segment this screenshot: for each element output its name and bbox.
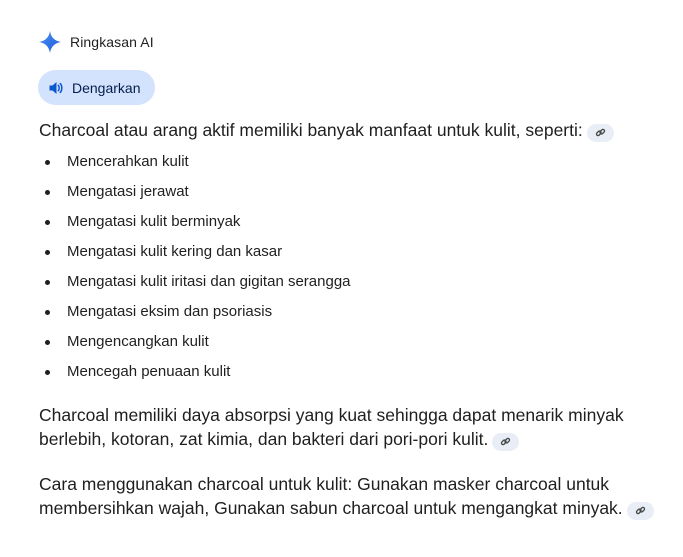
bullet-dot <box>45 250 50 255</box>
absorption-text: Charcoal memiliki daya absorpsi yang kuat sehingga dapat menarik minyak berlebih, kotoran, zat kimia, dan bakteri dari pori-pori kulit. <box>39 405 624 449</box>
intro-paragraph <box>39 118 654 142</box>
ai-overview-header <box>38 29 154 55</box>
list-item-text: Mencerahkan kulit <box>67 153 189 170</box>
list-item <box>45 180 351 210</box>
bullet-dot <box>45 370 50 375</box>
listen-button[interactable] <box>38 70 155 105</box>
list-item-text: Mengatasi kulit kering dan kasar <box>67 243 283 260</box>
intro-text: Charcoal atau arang aktif memiliki banyak manfaat untuk kulit, seperti: <box>39 120 583 140</box>
list-item-text: Mengatasi kulit iritasi dan gigitan serangga <box>67 273 351 290</box>
list-item <box>45 360 351 390</box>
list-item-text: Mencegah penuaan kulit <box>67 363 231 380</box>
source-link-chip[interactable] <box>587 124 614 142</box>
bullet-dot <box>45 280 50 285</box>
listen-button-label: Dengarkan <box>72 79 141 96</box>
usage-text: Cara menggunakan charcoal untuk kulit: Gunakan masker charcoal untuk membersihkan wajah, Gunakan sabun charcoal untuk mengangkat minyak. <box>39 474 623 518</box>
sparkle-icon <box>38 30 62 54</box>
usage-paragraph <box>39 472 654 520</box>
speaker-icon <box>48 80 64 96</box>
list-item <box>45 240 351 270</box>
list-item <box>45 300 351 330</box>
bullet-dot <box>45 340 50 345</box>
bullet-dot <box>45 190 50 195</box>
link-icon <box>635 505 646 516</box>
absorption-paragraph <box>39 403 654 451</box>
source-link-chip[interactable] <box>492 433 519 451</box>
bullet-dot <box>45 160 50 165</box>
benefits-list <box>45 150 351 390</box>
bullet-dot <box>45 310 50 315</box>
ai-overview-title: Ringkasan AI <box>70 34 154 50</box>
list-item <box>45 210 351 240</box>
bullet-dot <box>45 220 50 225</box>
list-item <box>45 330 351 360</box>
source-link-chip[interactable] <box>627 502 654 520</box>
list-item <box>45 150 351 180</box>
list-item-text: Mengencangkan kulit <box>67 333 209 350</box>
list-item-text: Mengatasi jerawat <box>67 183 189 200</box>
list-item <box>45 270 351 300</box>
link-icon <box>595 127 606 138</box>
link-icon <box>500 436 511 447</box>
list-item-text: Mengatasi eksim dan psoriasis <box>67 303 273 320</box>
list-item-text: Mengatasi kulit berminyak <box>67 213 241 230</box>
